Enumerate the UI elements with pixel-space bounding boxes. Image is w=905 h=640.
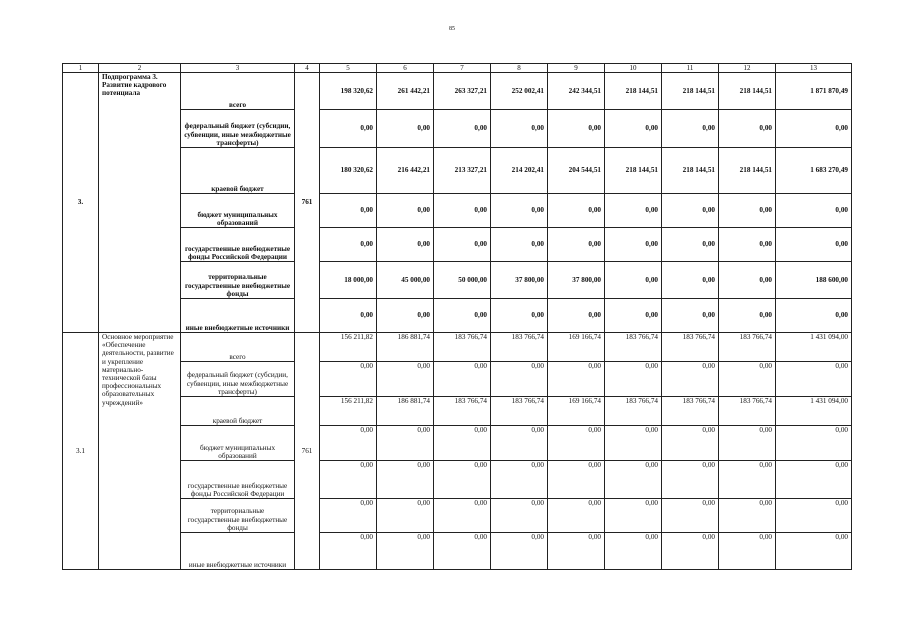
amount-cell: 0,00 bbox=[776, 426, 852, 461]
amount-cell: 0,00 bbox=[434, 299, 491, 333]
amount-cell: 0,00 bbox=[548, 194, 605, 228]
amount-cell: 218 144,51 bbox=[662, 148, 719, 194]
amount-cell: 183 766,74 bbox=[662, 333, 719, 362]
amount-cell: 216 442,21 bbox=[377, 148, 434, 194]
amount-cell: 0,00 bbox=[434, 110, 491, 148]
table-row bbox=[63, 397, 852, 426]
amount-cell: 1 431 094,00 bbox=[776, 397, 852, 426]
funding-source: бюджет муниципальных образований bbox=[181, 194, 295, 228]
column-header-1: 1 bbox=[63, 64, 99, 73]
department-code: 761 bbox=[295, 73, 320, 333]
row-number: 3. bbox=[63, 73, 99, 333]
amount-cell: 0,00 bbox=[776, 533, 852, 570]
amount-cell: 0,00 bbox=[605, 299, 662, 333]
amount-cell: 183 766,74 bbox=[662, 397, 719, 426]
amount-cell: 0,00 bbox=[548, 499, 605, 533]
amount-cell: 1 431 094,00 bbox=[776, 333, 852, 362]
table-row bbox=[63, 299, 852, 333]
amount-cell: 0,00 bbox=[434, 228, 491, 262]
amount-cell: 0,00 bbox=[434, 426, 491, 461]
amount-cell: 242 344,51 bbox=[548, 73, 605, 110]
amount-cell: 0,00 bbox=[776, 299, 852, 333]
amount-cell: 218 144,51 bbox=[605, 73, 662, 110]
amount-cell: 0,00 bbox=[434, 533, 491, 570]
amount-cell: 45 000,00 bbox=[377, 262, 434, 299]
amount-cell: 218 144,51 bbox=[605, 148, 662, 194]
amount-cell: 0,00 bbox=[776, 362, 852, 397]
table-row bbox=[63, 228, 852, 262]
column-header-13: 13 bbox=[776, 64, 852, 73]
column-header-8: 8 bbox=[491, 64, 548, 73]
funding-source: иные внебюджетные источники bbox=[181, 299, 295, 333]
program-name: Основное мероприятие «Обеспечение деятельности, развитие и укрепление материально-технической базы профессиональных образовательных учреждений» bbox=[99, 333, 181, 570]
amount-cell: 0,00 bbox=[377, 499, 434, 533]
amount-cell: 0,00 bbox=[662, 262, 719, 299]
amount-cell: 0,00 bbox=[434, 362, 491, 397]
amount-cell: 204 544,51 bbox=[548, 148, 605, 194]
table-row bbox=[63, 333, 852, 362]
amount-cell: 0,00 bbox=[662, 194, 719, 228]
amount-cell: 0,00 bbox=[605, 262, 662, 299]
amount-cell: 0,00 bbox=[548, 533, 605, 570]
amount-cell: 0,00 bbox=[320, 499, 377, 533]
funding-source: федеральный бюджет (субсидии, субвенции, иные межбюджетные трансферты) bbox=[181, 110, 295, 148]
amount-cell: 0,00 bbox=[491, 533, 548, 570]
funding-source: федеральный бюджет (субсидии, субвенции, иные межбюджетные трансферты) bbox=[181, 362, 295, 397]
amount-cell: 261 442,21 bbox=[377, 73, 434, 110]
amount-cell: 0,00 bbox=[605, 533, 662, 570]
column-number-row bbox=[63, 64, 852, 73]
amount-cell: 0,00 bbox=[320, 194, 377, 228]
amount-cell: 0,00 bbox=[776, 228, 852, 262]
amount-cell: 0,00 bbox=[434, 499, 491, 533]
table-row bbox=[63, 73, 852, 110]
amount-cell: 0,00 bbox=[377, 110, 434, 148]
amount-cell: 0,00 bbox=[548, 110, 605, 148]
amount-cell: 0,00 bbox=[662, 228, 719, 262]
amount-cell: 0,00 bbox=[776, 461, 852, 499]
column-header-2: 2 bbox=[99, 64, 181, 73]
column-header-3: 3 bbox=[181, 64, 295, 73]
amount-cell: 183 766,74 bbox=[719, 397, 776, 426]
amount-cell: 37 800,00 bbox=[548, 262, 605, 299]
table-row bbox=[63, 362, 852, 397]
amount-cell: 188 600,00 bbox=[776, 262, 852, 299]
amount-cell: 0,00 bbox=[605, 426, 662, 461]
funding-source: иные внебюджетные источники bbox=[181, 533, 295, 570]
column-header-10: 10 bbox=[605, 64, 662, 73]
amount-cell: 0,00 bbox=[548, 461, 605, 499]
column-header-4: 4 bbox=[295, 64, 320, 73]
amount-cell: 0,00 bbox=[719, 194, 776, 228]
amount-cell: 0,00 bbox=[320, 461, 377, 499]
amount-cell: 0,00 bbox=[719, 533, 776, 570]
amount-cell: 0,00 bbox=[662, 426, 719, 461]
amount-cell: 0,00 bbox=[605, 499, 662, 533]
amount-cell: 0,00 bbox=[377, 299, 434, 333]
amount-cell: 252 002,41 bbox=[491, 73, 548, 110]
table-row bbox=[63, 499, 852, 533]
amount-cell: 0,00 bbox=[320, 533, 377, 570]
column-header-11: 11 bbox=[662, 64, 719, 73]
amount-cell: 0,00 bbox=[662, 110, 719, 148]
funding-source: краевой бюджет bbox=[181, 148, 295, 194]
amount-cell: 0,00 bbox=[548, 362, 605, 397]
amount-cell: 183 766,74 bbox=[491, 397, 548, 426]
amount-cell: 0,00 bbox=[662, 461, 719, 499]
amount-cell: 1 683 270,49 bbox=[776, 148, 852, 194]
amount-cell: 0,00 bbox=[605, 228, 662, 262]
amount-cell: 156 211,82 bbox=[320, 333, 377, 362]
amount-cell: 0,00 bbox=[320, 362, 377, 397]
amount-cell: 0,00 bbox=[662, 362, 719, 397]
funding-source: всего bbox=[181, 333, 295, 362]
row-number: 3.1 bbox=[63, 333, 99, 570]
amount-cell: 1 871 870,49 bbox=[776, 73, 852, 110]
funding-source: всего bbox=[181, 73, 295, 110]
column-header-12: 12 bbox=[719, 64, 776, 73]
table-row bbox=[63, 194, 852, 228]
table-row bbox=[63, 461, 852, 499]
amount-cell: 37 800,00 bbox=[491, 262, 548, 299]
funding-source: государственные внебюджетные фонды Российской Федерации bbox=[181, 461, 295, 499]
table-row bbox=[63, 110, 852, 148]
amount-cell: 0,00 bbox=[605, 461, 662, 499]
amount-cell: 0,00 bbox=[491, 362, 548, 397]
amount-cell: 263 327,21 bbox=[434, 73, 491, 110]
funding-source: краевой бюджет bbox=[181, 397, 295, 426]
amount-cell: 0,00 bbox=[719, 110, 776, 148]
amount-cell: 0,00 bbox=[605, 362, 662, 397]
funding-source: бюджет муниципальных образований bbox=[181, 426, 295, 461]
amount-cell: 0,00 bbox=[719, 228, 776, 262]
amount-cell: 0,00 bbox=[491, 499, 548, 533]
amount-cell: 218 144,51 bbox=[719, 73, 776, 110]
amount-cell: 0,00 bbox=[491, 194, 548, 228]
amount-cell: 50 000,00 bbox=[434, 262, 491, 299]
department-code: 761 bbox=[295, 333, 320, 570]
amount-cell: 0,00 bbox=[377, 362, 434, 397]
table-row bbox=[63, 262, 852, 299]
amount-cell: 0,00 bbox=[719, 499, 776, 533]
table-body bbox=[63, 73, 852, 570]
budget-table bbox=[62, 63, 852, 570]
amount-cell: 0,00 bbox=[776, 110, 852, 148]
amount-cell: 0,00 bbox=[377, 426, 434, 461]
amount-cell: 0,00 bbox=[776, 194, 852, 228]
amount-cell: 214 202,41 bbox=[491, 148, 548, 194]
amount-cell: 0,00 bbox=[719, 299, 776, 333]
funding-source: государственные внебюджетные фонды Российской Федерации bbox=[181, 228, 295, 262]
amount-cell: 0,00 bbox=[377, 533, 434, 570]
amount-cell: 183 766,74 bbox=[434, 397, 491, 426]
amount-cell: 0,00 bbox=[491, 299, 548, 333]
amount-cell: 0,00 bbox=[719, 262, 776, 299]
amount-cell: 0,00 bbox=[719, 461, 776, 499]
amount-cell: 169 166,74 bbox=[548, 333, 605, 362]
amount-cell: 18 000,00 bbox=[320, 262, 377, 299]
column-header-9: 9 bbox=[548, 64, 605, 73]
amount-cell: 0,00 bbox=[377, 228, 434, 262]
amount-cell: 169 166,74 bbox=[548, 397, 605, 426]
funding-source: территориальные государственные внебюджетные фонды bbox=[181, 499, 295, 533]
amount-cell: 0,00 bbox=[434, 461, 491, 499]
amount-cell: 186 881,74 bbox=[377, 333, 434, 362]
amount-cell: 0,00 bbox=[776, 499, 852, 533]
amount-cell: 0,00 bbox=[548, 228, 605, 262]
amount-cell: 0,00 bbox=[320, 426, 377, 461]
amount-cell: 0,00 bbox=[377, 461, 434, 499]
amount-cell: 0,00 bbox=[605, 110, 662, 148]
amount-cell: 0,00 bbox=[320, 299, 377, 333]
table-row bbox=[63, 148, 852, 194]
amount-cell: 183 766,74 bbox=[491, 333, 548, 362]
amount-cell: 0,00 bbox=[662, 299, 719, 333]
amount-cell: 183 766,74 bbox=[434, 333, 491, 362]
amount-cell: 0,00 bbox=[434, 194, 491, 228]
amount-cell: 218 144,51 bbox=[719, 148, 776, 194]
amount-cell: 0,00 bbox=[548, 299, 605, 333]
amount-cell: 0,00 bbox=[605, 194, 662, 228]
amount-cell: 0,00 bbox=[548, 426, 605, 461]
funding-source: территориальные государственные внебюджетные фонды bbox=[181, 262, 295, 299]
amount-cell: 183 766,74 bbox=[605, 333, 662, 362]
amount-cell: 0,00 bbox=[662, 533, 719, 570]
amount-cell: 0,00 bbox=[377, 194, 434, 228]
amount-cell: 183 766,74 bbox=[719, 333, 776, 362]
amount-cell: 0,00 bbox=[719, 362, 776, 397]
column-header-6: 6 bbox=[377, 64, 434, 73]
program-name: Подпрограмма 3. Развитие кадрового потенциала bbox=[99, 73, 181, 333]
amount-cell: 0,00 bbox=[662, 499, 719, 533]
amount-cell: 156 211,82 bbox=[320, 397, 377, 426]
amount-cell: 218 144,51 bbox=[662, 73, 719, 110]
amount-cell: 213 327,21 bbox=[434, 148, 491, 194]
table-row bbox=[63, 533, 852, 570]
amount-cell: 0,00 bbox=[491, 426, 548, 461]
amount-cell: 0,00 bbox=[719, 426, 776, 461]
amount-cell: 186 881,74 bbox=[377, 397, 434, 426]
page-number: 85 bbox=[449, 26, 455, 32]
column-header-5: 5 bbox=[320, 64, 377, 73]
amount-cell: 180 320,62 bbox=[320, 148, 377, 194]
table-row bbox=[63, 426, 852, 461]
amount-cell: 183 766,74 bbox=[605, 397, 662, 426]
amount-cell: 0,00 bbox=[491, 228, 548, 262]
amount-cell: 0,00 bbox=[320, 228, 377, 262]
amount-cell: 0,00 bbox=[491, 461, 548, 499]
amount-cell: 0,00 bbox=[491, 110, 548, 148]
amount-cell: 198 320,62 bbox=[320, 73, 377, 110]
column-header-7: 7 bbox=[434, 64, 491, 73]
amount-cell: 0,00 bbox=[320, 110, 377, 148]
